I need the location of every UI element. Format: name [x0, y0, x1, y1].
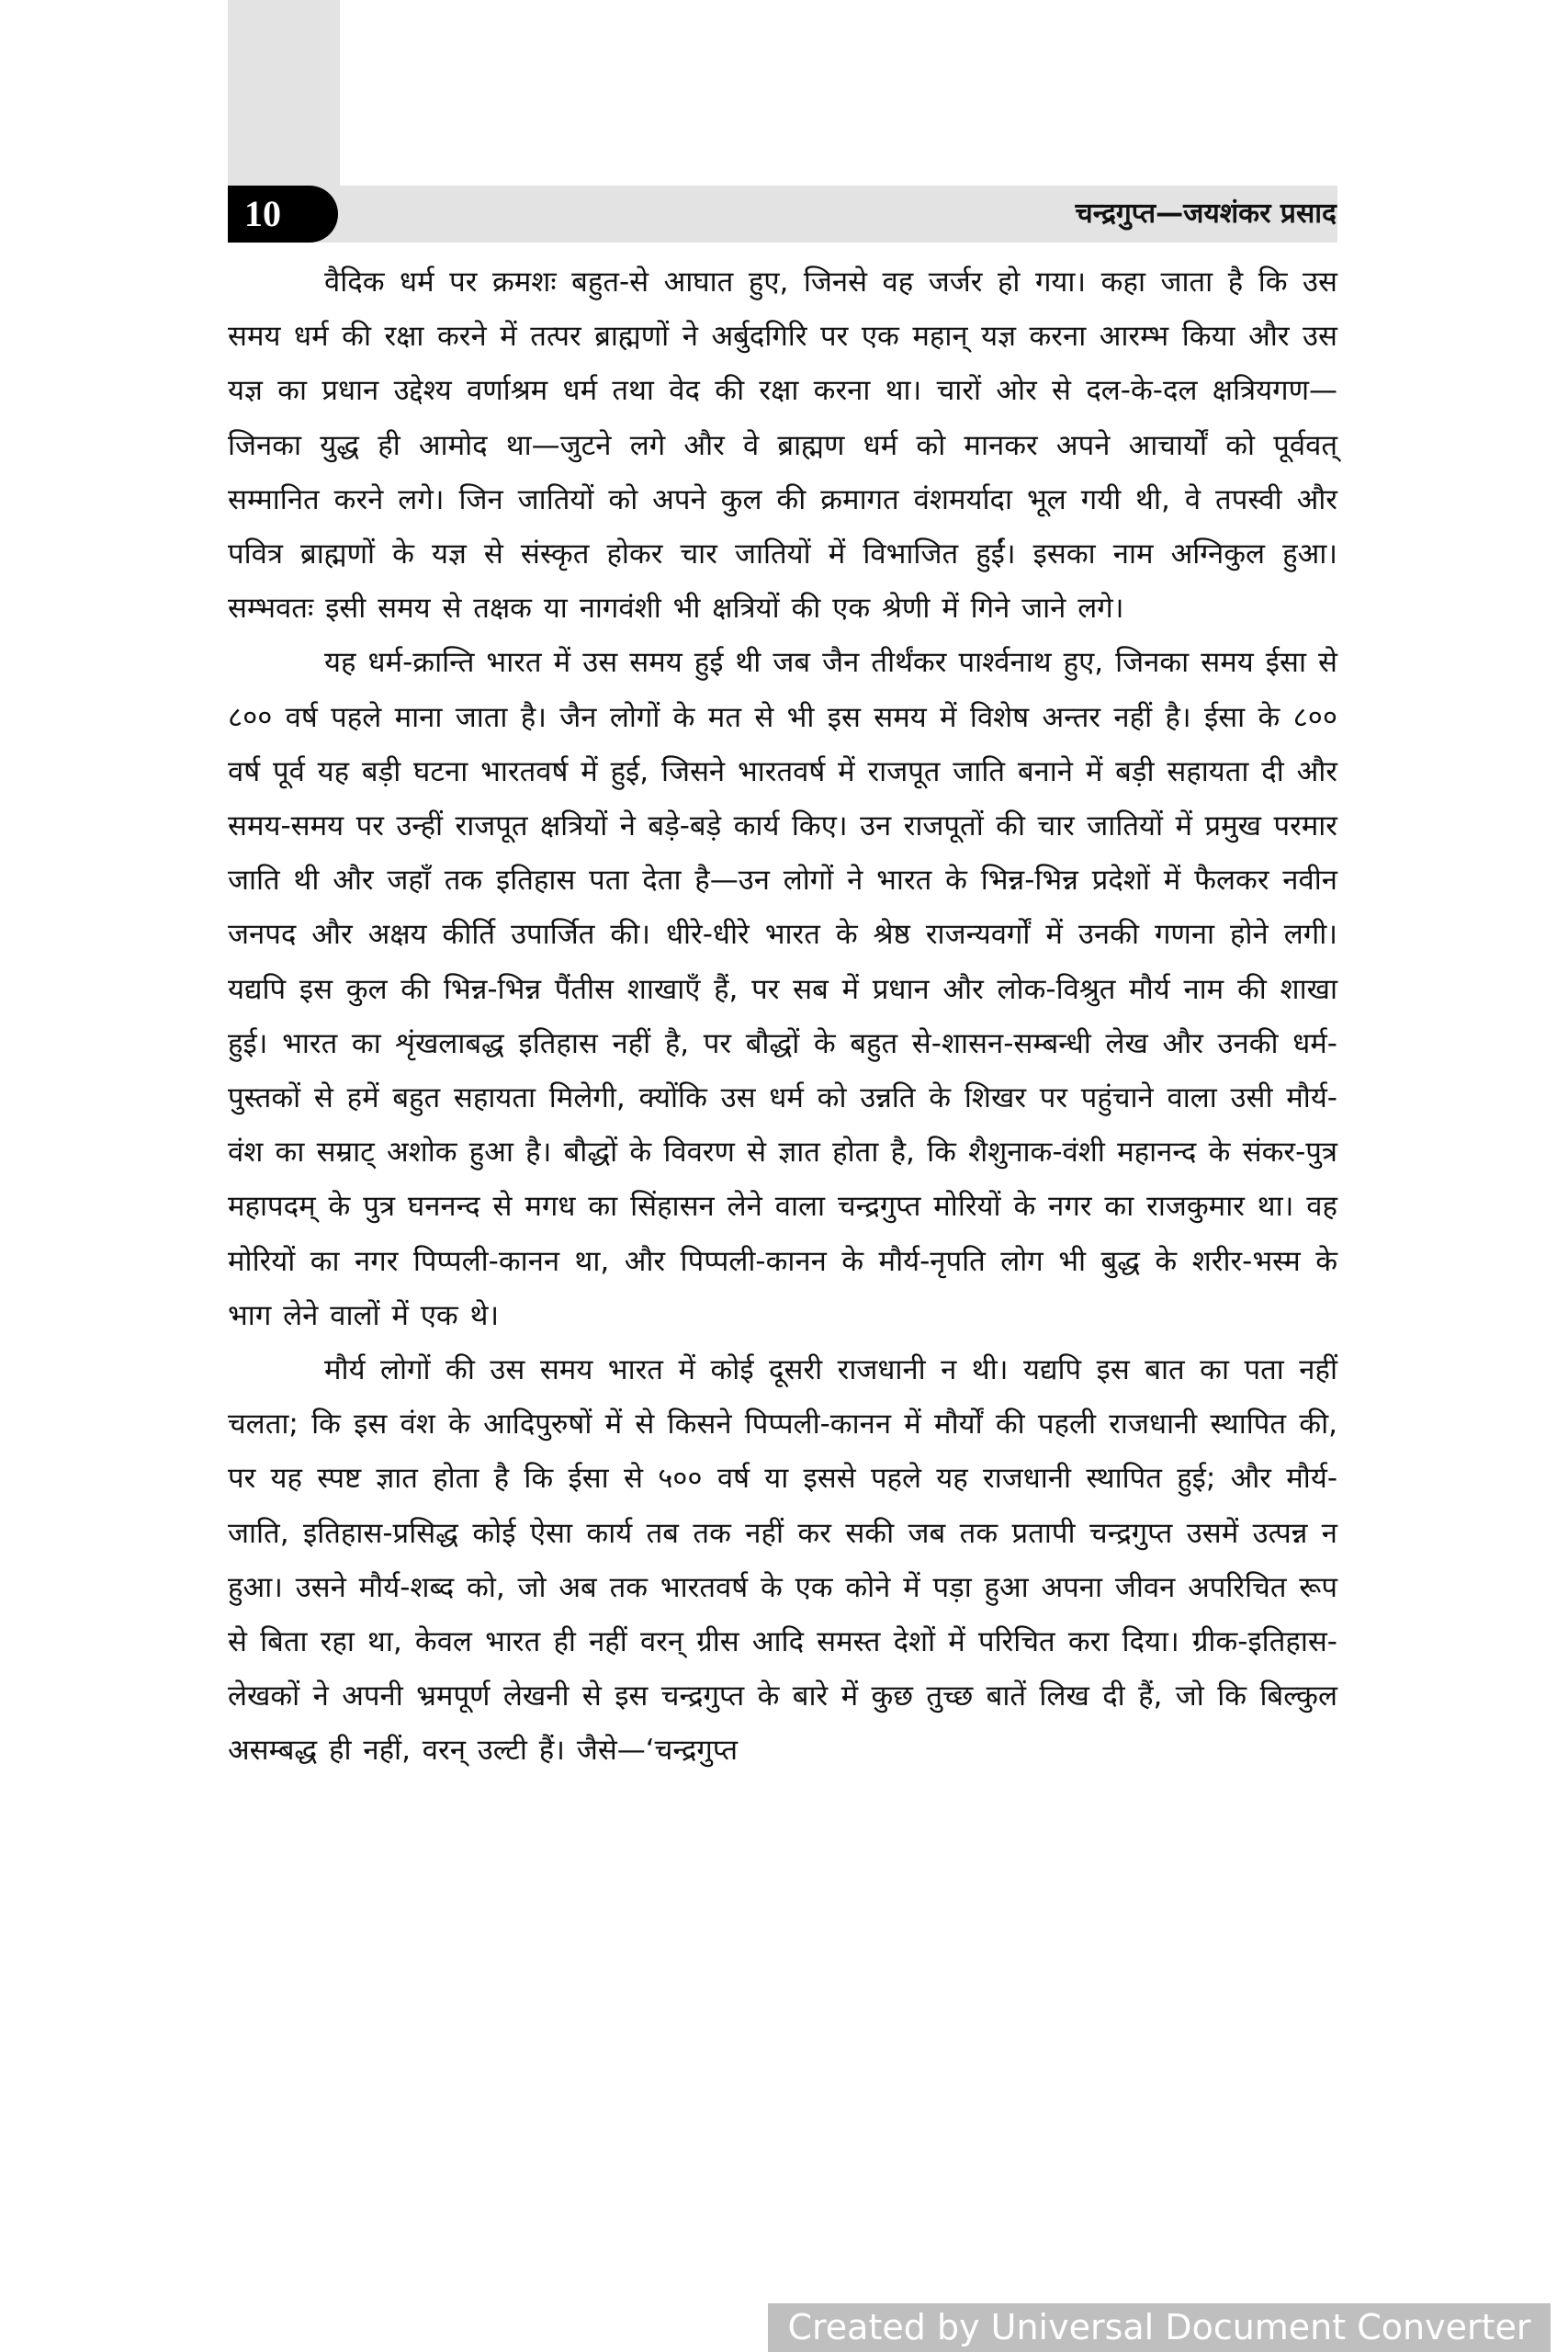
body-text	[228, 255, 1337, 1779]
paragraph: मौर्य लोगों की उस समय भारत में कोई दूसरी राजधानी न थी। यद्यपि इस बात का पता नहीं चलता; कि इस वंश के आदिपुरुषों में से किसने पिप्पली-कानन में मौर्यों की पहली राजधानी स्थापित की, पर यह स्पष्ट ज्ञात होता है कि ईसा से ५०० वर्ष या इससे पहले यह राजधानी स्थापित हुई; और मौर्य-जाति, इतिहास-प्रसिद्ध कोई ऐसा कार्य तब तक नहीं कर सकी जब तक प्रतापी चन्द्रगुप्त उसमें उत्पन्न न हुआ। उसने मौर्य-शब्द को, जो अब तक भारतवर्ष के एक कोने में पड़ा हुआ अपना जीवन अपरिचित रूप से बिता रहा था, केवल भारत ही नहीं वरन् ग्रीस आदि समस्त देशों में परिचित करा दिया। ग्रीक-इतिहास-लेखकों ने अपनी भ्रमपूर्ण लेखनी से इस चन्द्रगुप्त के बारे में कुछ तुच्छ बातें लिख दी हैं, जो कि बिल्कुल असम्बद्ध ही नहीं, वरन् उल्टी हैं। जैसे—‘चन्द्रगुप्त	[228, 1353, 1337, 1768]
running-title: चन्द्रगुप्त—जयशंकर प्रसाद	[1075, 198, 1337, 230]
watermark: Created by Universal Document Converter	[768, 2303, 1551, 2352]
page-corner-tab	[228, 0, 340, 188]
paragraph: यह धर्म-क्रान्ति भारत में उस समय हुई थी जब जैन तीर्थंकर पार्श्वनाथ हुए, जिनका समय ईसा से ८०० वर्ष पहले माना जाता है। जैन लोगों के मत से भी इस समय में विशेष अन्तर नहीं है। ईसा के ८०० वर्ष पूर्व यह बड़ी घटना भारतवर्ष में हुई, जिसने भारतवर्ष में राजपूत जाति बनाने में बड़ी सहायता दी और समय-समय पर उन्हीं राजपूत क्षत्रियों ने बड़े-बड़े कार्य किए। उन राजपूतों की चार जातियों में प्रमुख परमार जाति थी और जहाँ तक इतिहास पता देता है—उन लोगों ने भारत के भिन्न-भिन्न प्रदेशों में फैलकर नवीन जनपद और अक्षय कीर्ति उपार्जित की। धीरे-धीरे भारत के श्रेष्ठ राजन्यवर्गों में उनकी गणना होने लगी। यद्यपि इस कुल की भिन्न-भिन्न पैंतीस शाखाएँ हैं, पर सब में प्रधान और लोक-विश्रुत मौर्य नाम की शाखा हुई। भारत का शृंखलाबद्ध इतिहास नहीं है, पर बौद्धों के बहुत से-शासन-सम्बन्धी लेख और उनकी धर्म-पुस्तकों से हमें बहुत सहायता मिलेगी, क्योंकि उस धर्म को उन्नति के शिखर पर पहुंचाने वाला उसी मौर्य-वंश का सम्राट् अशोक हुआ है। बौद्धों के विवरण से ज्ञात होता है, कि शैशुनाक-वंशी महानन्द के संकर-पुत्र महापदम् के पुत्र घननन्द से मगध का सिंहासन लेने वाला चन्द्रगुप्त मोरियों के नगर का राजकुमार था। वह मोरियों का नगर पिप्पली-कानन था, और पिप्पली-कानन के मौर्य-नृपति लोग भी बुद्ध के शरीर-भस्म के भाग लेने वालों में एक थे।	[228, 646, 1337, 1332]
page-number: 10	[228, 186, 338, 243]
paragraph: वैदिक धर्म पर क्रमशः बहुत-से आघात हुए, जिनसे वह जर्जर हो गया। कहा जाता है कि उस समय धर्म की रक्षा करने में तत्पर ब्राह्मणों ने अर्बुदगिरि पर एक महान् यज्ञ करना आरम्भ किया और उस यज्ञ का प्रधान उद्देश्य वर्णाश्रम धर्म तथा वेद की रक्षा करना था। चारों ओर से दल-के-दल क्षत्रियगण—जिनका युद्ध ही आमोद था—जुटने लगे और वे ब्राह्मण धर्म को मानकर अपने आचार्यों को पूर्ववत् सम्मानित करने लगे। जिन जातियों को अपने कुल की क्रमागत वंशमर्यादा भूल गयी थी, वे तपस्वी और पवित्र ब्राह्मणों के यज्ञ से संस्कृत होकर चार जातियों में विभाजित हुईं। इसका नाम अग्निकुल हुआ। सम्भवतः इसी समय से तक्षक या नागवंशी भी क्षत्रियों की एक श्रेणी में गिने जाने लगे।	[228, 266, 1337, 626]
